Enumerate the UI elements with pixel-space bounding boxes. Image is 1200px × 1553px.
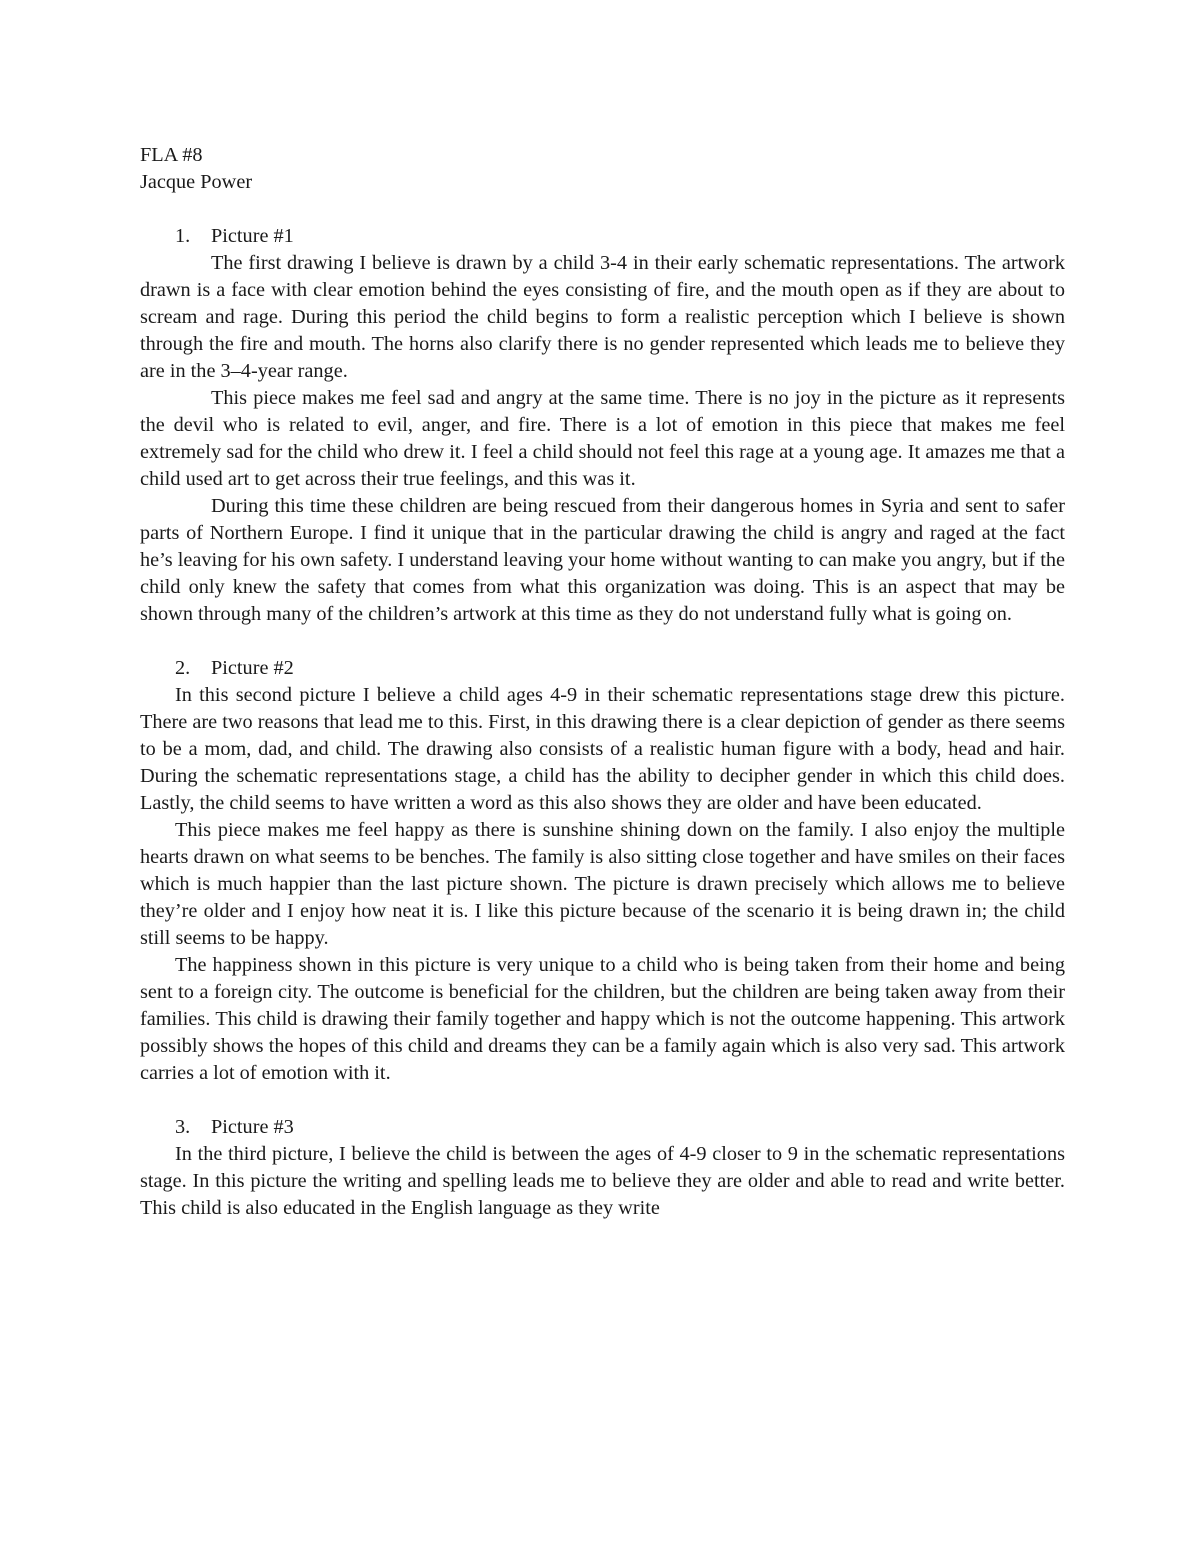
document-page: [140, 142, 1065, 1222]
list-number: 3.: [175, 1116, 191, 1138]
paragraph: The happiness shown in this picture is very unique to a child who is being taken from their home and being sent to a foreign city. The outcome is beneficial for the children, but the children are being taken away from their families. This child is drawing their family together and happy which is not the outcome happening. This artwork possibly shows the hopes of this child and dreams they can be a family again which is also very sad. This artwork carries a lot of emotion with it.: [140, 954, 1065, 1084]
section-title: Picture #3: [211, 1116, 294, 1138]
section-picture-3: [140, 1114, 1065, 1222]
section-heading: [140, 655, 1065, 682]
spacer: [140, 628, 1065, 655]
paragraph: This piece makes me feel sad and angry at the same time. There is no joy in the picture as it represents the devil who is related to evil, anger, and fire. There is a lot of emotion in this piece that makes me feel extremely sad for the child who drew it. I feel a child should not feel this rage at a young age. It amazes me that a child used art to get across their true feelings, and this was it.: [140, 387, 1065, 490]
section-picture-2: [140, 655, 1065, 1087]
section-heading: [140, 223, 1065, 250]
paragraph: The first drawing I believe is drawn by a child 3-4 in their early schematic representations. The artwork drawn is a face with clear emotion behind the eyes consisting of fire, and the mouth open as if they are about to scream and rage. During this period the child begins to form a realistic perception which I believe is shown through the fire and mouth. The horns also clarify there is no gender represented which leads me to believe they are in the 3–4-year range.: [140, 252, 1065, 382]
section-picture-1: [140, 223, 1065, 628]
paragraph: During this time these children are being rescued from their dangerous homes in Syria and sent to safer parts of Northern Europe. I find it unique that in the particular drawing the child is angry and raged at the fact he’s leaving for his own safety. I understand leaving your home without wanting to can make you angry, but if the child only knew the safety that comes from what this organization was doing. This is an aspect that may be shown through many of the children’s artwork at this time as they do not understand fully what is going on.: [140, 495, 1065, 625]
spacer: [140, 196, 1065, 223]
paragraph: In this second picture I believe a child ages 4-9 in their schematic representations stage drew this picture. There are two reasons that lead me to this. First, in this drawing there is a clear depiction of gender as there seems to be a mom, dad, and child. The drawing also consists of a realistic human figure with a body, head and hair. During the schematic representations stage, a child has the ability to decipher gender in which this child does. Lastly, the child seems to have written a word as this also shows they are older and have been educated.: [140, 684, 1065, 814]
paragraph: In the third picture, I believe the child is between the ages of 4-9 closer to 9 in the schematic representations stage. In this picture the writing and spelling leads me to believe they are older and able to read and write better. This child is also educated in the English language as they write: [140, 1143, 1065, 1219]
list-number: 1.: [175, 225, 191, 247]
section-title: Picture #2: [211, 657, 294, 679]
course-title: FLA #8: [140, 144, 203, 166]
list-number: 2.: [175, 657, 191, 679]
paragraph: This piece makes me feel happy as there is sunshine shining down on the family. I also enjoy the multiple hearts drawn on what seems to be benches. The family is also sitting close together and have smiles on their faces which is much happier than the last picture shown. The picture is drawn precisely which allows me to believe they’re older and I enjoy how neat it is. I like this picture because of the scenario it is being drawn in; the child still seems to be happy.: [140, 819, 1065, 949]
spacer: [140, 1087, 1065, 1114]
author-name: Jacque Power: [140, 171, 253, 193]
section-title: Picture #1: [211, 225, 294, 247]
section-heading: [140, 1114, 1065, 1141]
